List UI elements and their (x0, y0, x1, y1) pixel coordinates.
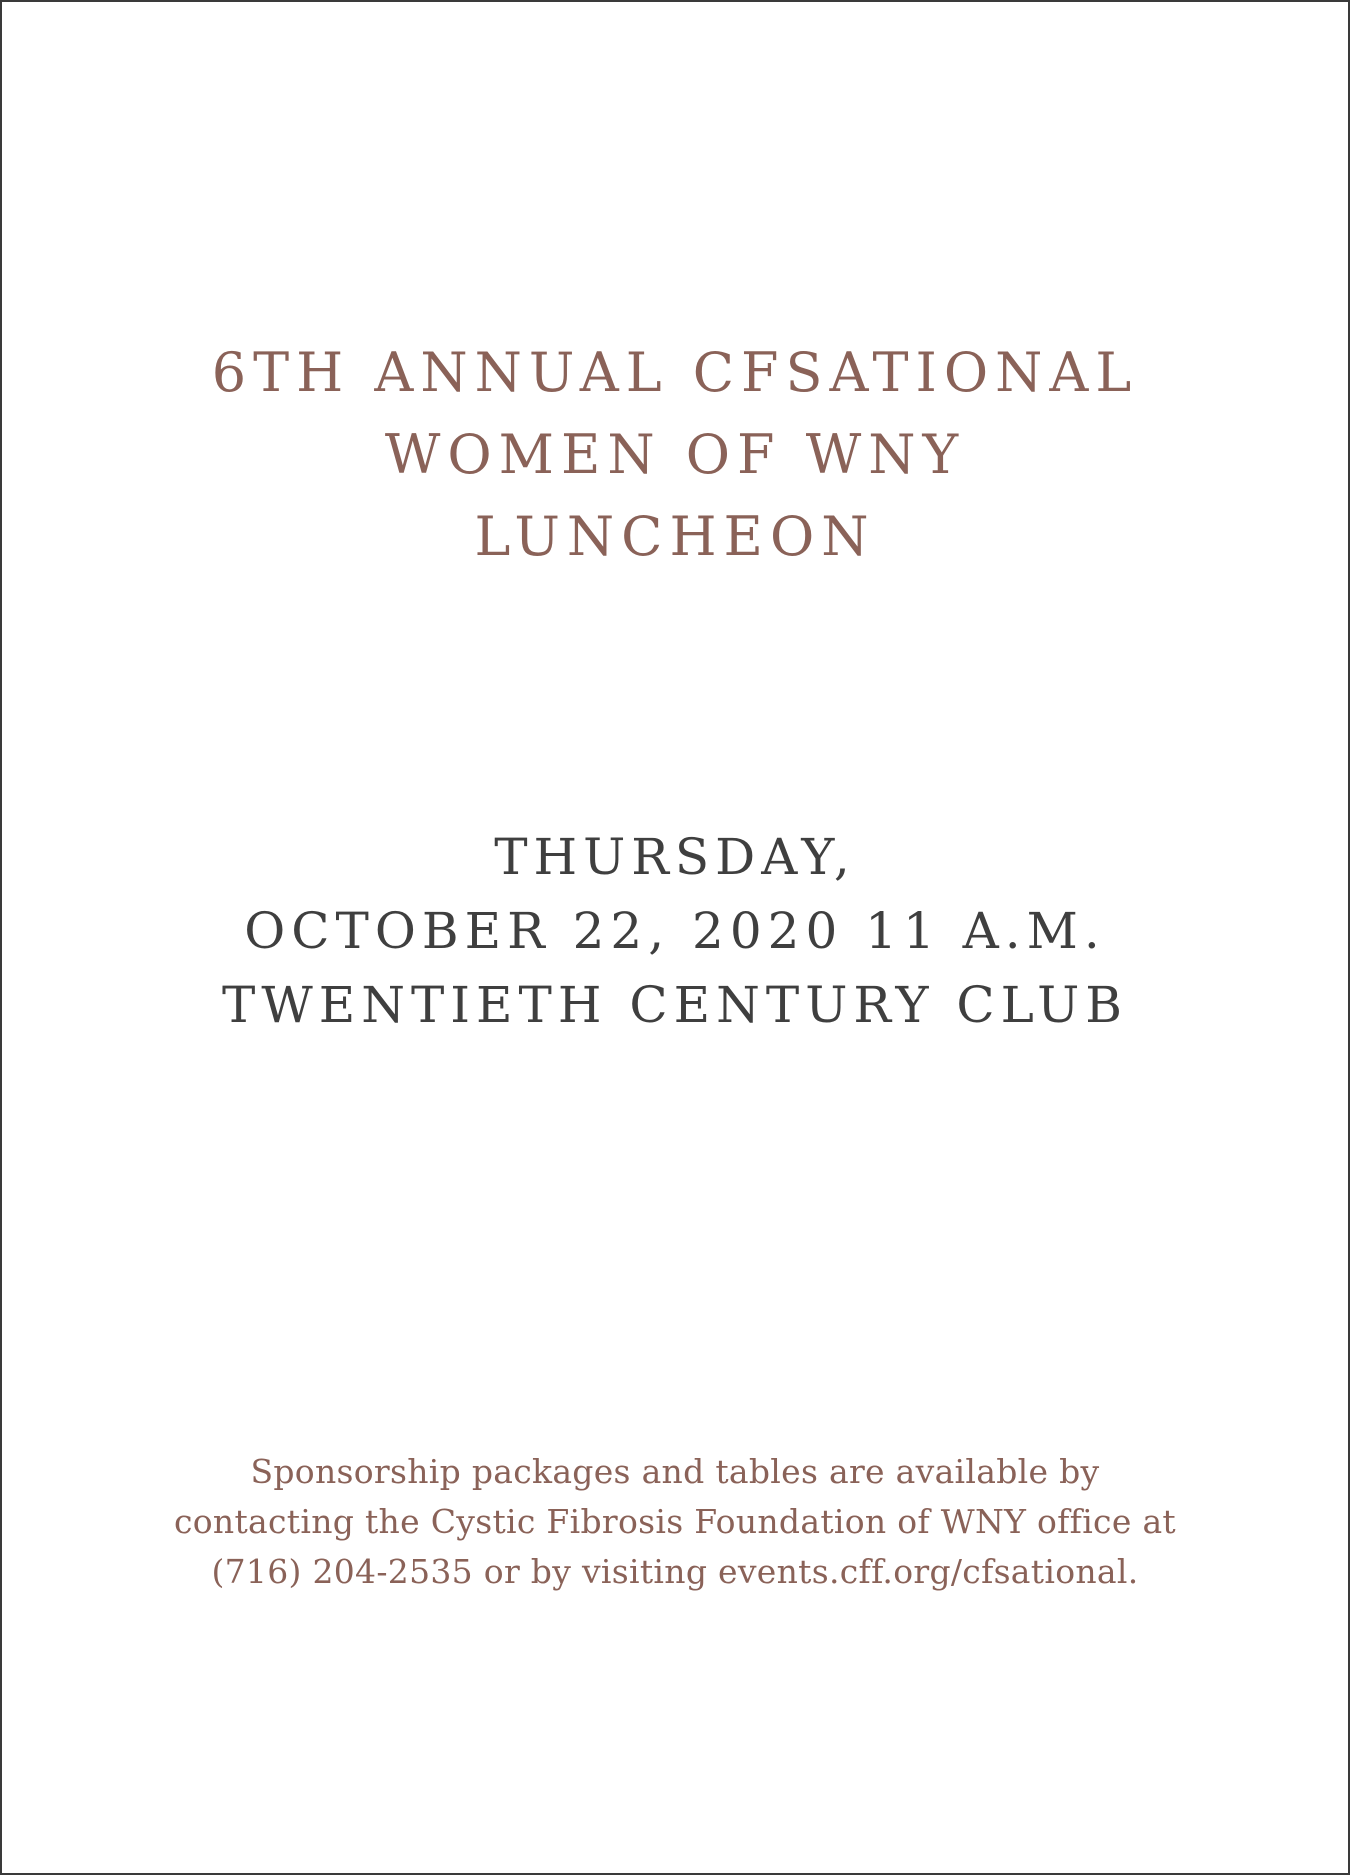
title-line-2: WOMEN OF WNY (384, 423, 966, 486)
event-date-time: OCTOBER 22, 2020 11 A.M. (244, 902, 1106, 960)
info-line-1: Sponsorship packages and tables are available by (250, 1452, 1100, 1491)
event-title (2, 332, 1348, 578)
title-line-3: LUNCHEON (474, 505, 876, 568)
info-line-2: contacting the Cystic Fibrosis Foundation of WNY office at (173, 1502, 1176, 1541)
title-line-1: 6TH ANNUAL CFSATIONAL (211, 341, 1139, 404)
event-details (2, 820, 1348, 1042)
sponsorship-info (2, 1447, 1348, 1597)
event-venue: TWENTIETH CENTURY CLUB (221, 976, 1129, 1034)
info-line-3: (716) 204-2535 or by visiting events.cff.org/cfsational. (211, 1552, 1139, 1591)
event-day: THURSDAY, (494, 828, 856, 886)
